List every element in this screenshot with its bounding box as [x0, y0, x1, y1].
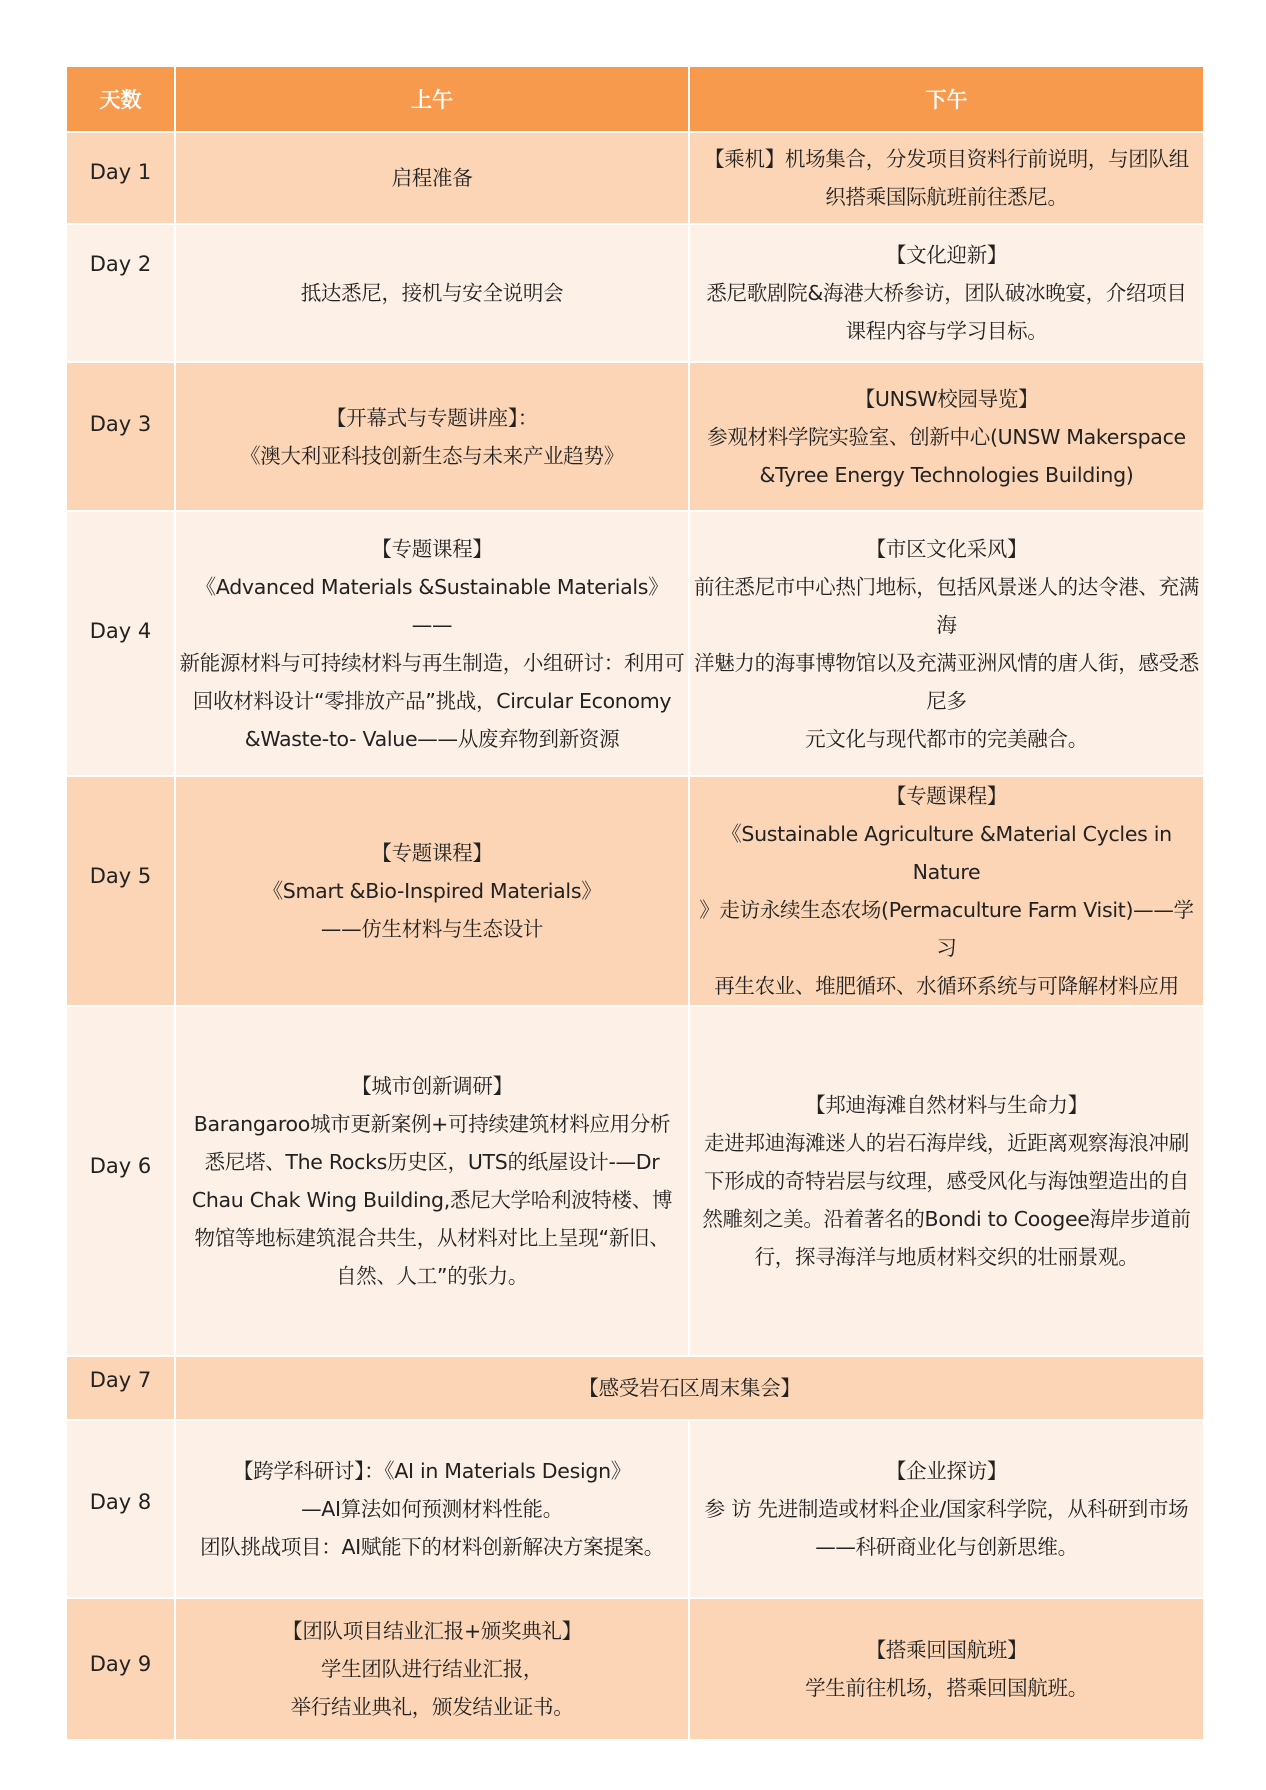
itinerary-table: [65, 65, 1205, 1741]
cell-line: Barangaroo城市更新案例+可持续建筑材料应用分析: [193, 1112, 671, 1136]
cell-line: 【团队项目结业汇报+颁奖典礼】: [282, 1619, 582, 1643]
cell-line: 【UNSW校园导览】: [854, 386, 1039, 411]
cell-line: 参 访 先进制造或材料企业/国家科学院，从科研到市场: [704, 1497, 1189, 1521]
cell-line: 前往悉尼市中心热门地标，包括风景迷人的达令港、充满海: [694, 574, 1199, 637]
cell-line: 《澳大利亚科技创新生态与未来产业趋势》: [240, 443, 624, 468]
header-day: 天数: [66, 66, 175, 132]
cell-line: 【文化迎新】: [885, 243, 1008, 267]
cell-line: 新能源材料与可持续材料与再生制造，小组研讨：利用可: [179, 650, 685, 675]
cell-line: 【跨学科研讨】：《AI in Materials Design》: [233, 1459, 631, 1483]
morning-cell: [175, 1598, 689, 1740]
day-row: [66, 1420, 1204, 1598]
cell-line: &Tyree Energy Technologies Building): [759, 462, 1134, 487]
header-pm: 下午: [689, 66, 1204, 132]
morning-cell: [175, 511, 689, 776]
cell-line: 【搭乘回国航班】: [865, 1638, 1028, 1662]
day-label: Day 3: [66, 362, 175, 511]
cell-line: &Waste-to- Value——从废弃物到新资源: [244, 726, 620, 751]
cell-line: 【专题课程】: [885, 784, 1008, 808]
afternoon-cell: [689, 224, 1204, 362]
day-row: [66, 511, 1204, 776]
cell-line: 悉尼塔、The Rocks历史区，UTS的纸屋设计-—Dr: [204, 1150, 660, 1174]
cell-line: 自然、人工”的张力。: [335, 1264, 529, 1288]
header-row: [66, 66, 1204, 132]
cell-line: 悉尼歌剧院&海港大桥参访，团队破冰晚宴，介绍项目: [706, 281, 1187, 305]
afternoon-cell: [689, 1420, 1204, 1598]
cell-line: 启程准备: [391, 166, 473, 190]
morning-cell: [175, 1006, 689, 1356]
cell-line: 再生农业、堆肥循环、水循环系统与可降解材料应用: [714, 974, 1179, 998]
cell-line: 《Advanced Materials &Sustainable Materials》——: [195, 574, 669, 637]
cell-line: 《Sustainable Agriculture &Material Cycles in Nature: [721, 822, 1172, 884]
cell-line: 物馆等地标建筑混合共生，从材料对比上呈现“新旧、: [194, 1226, 670, 1250]
cell-line: 【乘机】机场集合，分发项目资料行前说明，与团队组: [704, 147, 1189, 171]
afternoon-cell: [689, 362, 1204, 511]
afternoon-cell: [689, 132, 1204, 224]
cell-line: 团队挑战项目：AI赋能下的材料创新解决方案提案。: [200, 1535, 664, 1559]
cell-line: Chau Chak Wing Building,悉尼大学哈利波特楼、博: [191, 1188, 673, 1212]
cell-line: 《Smart &Bio-Inspired Materials》: [262, 879, 602, 903]
cell-line: 织搭乘国际航班前往悉尼。: [825, 185, 1068, 209]
day-label: Day 8: [66, 1420, 175, 1598]
morning-cell: [175, 1420, 689, 1598]
cell-line: 【开幕式与专题讲座】：: [326, 405, 538, 430]
itinerary-sheet: [65, 65, 1203, 1741]
day-label: Day 5: [66, 776, 175, 1006]
day-row: [66, 1598, 1204, 1740]
day-row: [66, 132, 1204, 224]
cell-line: 回收材料设计“零排放产品”挑战，Circular Economy: [192, 688, 672, 713]
cell-line: 学生前往机场，搭乘回国航班。: [805, 1676, 1088, 1700]
cell-line: —AI算法如何预测材料性能。: [301, 1497, 563, 1521]
full-day-cell: [175, 1356, 1204, 1420]
morning-cell: [175, 224, 689, 362]
cell-line: 元文化与现代都市的完美融合。: [805, 726, 1088, 751]
morning-cell: [175, 362, 689, 511]
afternoon-cell: [689, 511, 1204, 776]
cell-line: 》走访永续生态农场(Permaculture Farm Visit)——学习: [699, 898, 1194, 960]
cell-line: 【城市创新调研】: [351, 1074, 513, 1098]
cell-line: 【专题课程】: [371, 536, 493, 561]
header-am: 上午: [175, 66, 689, 132]
morning-cell: [175, 776, 689, 1006]
day-label: Day 7: [66, 1356, 175, 1420]
cell-line: ——科研商业化与创新思维。: [815, 1535, 1078, 1559]
cell-line: 行，探寻海洋与地质材料交织的壮丽景观。: [754, 1245, 1139, 1269]
day-label: Day 9: [66, 1598, 175, 1740]
cell-line: 洋魅力的海事博物馆以及充满亚洲风情的唐人街，感受悉尼多: [694, 650, 1199, 713]
cell-line: 抵达悉尼，接机与安全说明会: [300, 281, 564, 305]
afternoon-cell: [689, 1006, 1204, 1356]
day-label: Day 6: [66, 1006, 175, 1356]
afternoon-cell: [689, 776, 1204, 1006]
cell-line: 【市区文化采风】: [865, 536, 1028, 561]
day-row: [66, 224, 1204, 362]
cell-line: 然雕刻之美。沿着著名的Bondi to Coogee海岸步道前: [702, 1207, 1191, 1231]
morning-cell: [175, 132, 689, 224]
cell-line: 【企业探访】: [885, 1459, 1008, 1483]
cell-line: ——仿生材料与生态设计: [320, 917, 544, 941]
cell-line: 【邦迪海滩自然材料与生命力】: [805, 1093, 1088, 1117]
cell-line: 下形成的奇特岩层与纹理，感受风化与海蚀塑造出的自: [704, 1169, 1189, 1193]
day-row: [66, 776, 1204, 1006]
day-label: Day 1: [66, 132, 175, 224]
cell-line: 举行结业典礼，颁发结业证书。: [290, 1695, 574, 1719]
day-row: [66, 1356, 1204, 1420]
day-label: Day 4: [66, 511, 175, 776]
cell-line: 【感受岩石区周末集会】: [578, 1376, 801, 1400]
day-label: Day 2: [66, 224, 175, 362]
cell-line: 参观材料学院实验室、创新中心(UNSW Makerspace: [707, 424, 1186, 449]
day-row: [66, 362, 1204, 511]
cell-line: 课程内容与学习目标。: [845, 319, 1048, 343]
cell-line: 学生团队进行结业汇报，: [320, 1657, 544, 1681]
cell-line: 【专题课程】: [371, 841, 493, 865]
day-row: [66, 1006, 1204, 1356]
cell-line: 走进邦迪海滩迷人的岩石海岸线，近距离观察海浪冲刷: [704, 1131, 1189, 1155]
afternoon-cell: [689, 1598, 1204, 1740]
